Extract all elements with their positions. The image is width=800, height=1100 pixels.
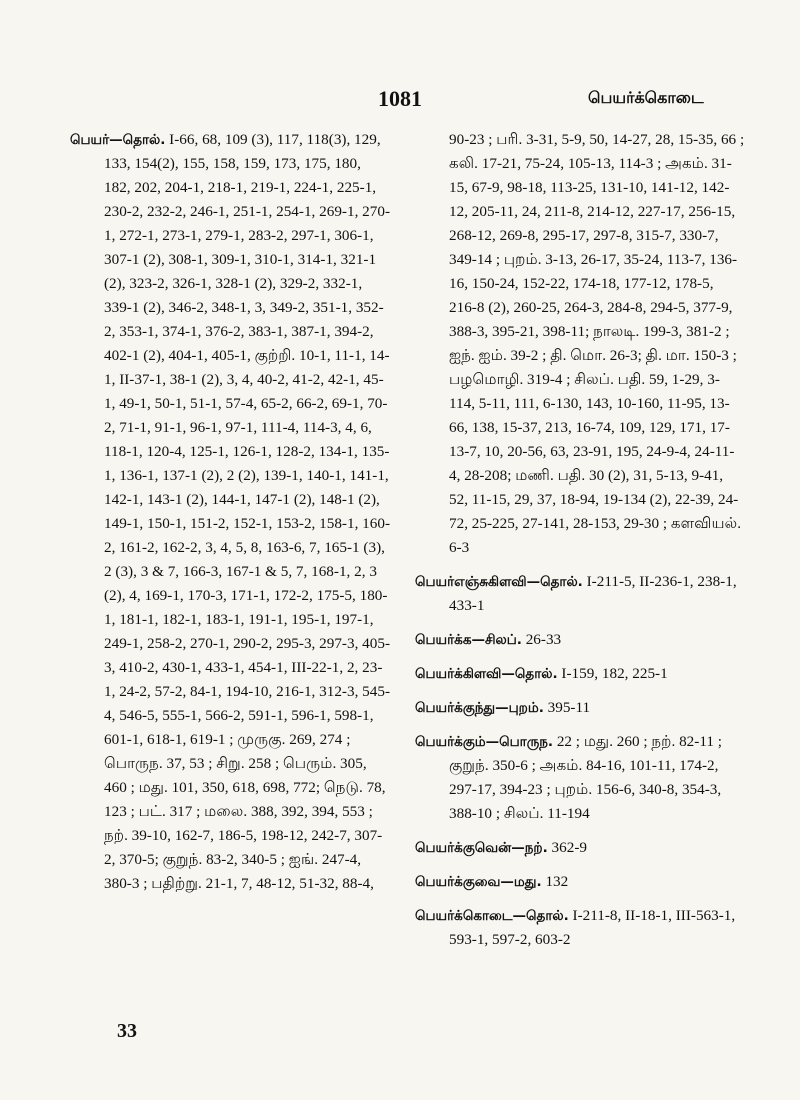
headword: பெயர்க்குந்து—புறம். bbox=[415, 700, 544, 716]
headword: பெயர்க்குவென்—நற். bbox=[415, 840, 548, 856]
references: 132 bbox=[545, 873, 569, 890]
references: 362-9 bbox=[551, 839, 587, 856]
right-column bbox=[415, 128, 745, 962]
index-entry bbox=[415, 836, 745, 860]
index-entry bbox=[415, 570, 745, 618]
entry-continuation: 90-23 ; பரி. 3-31, 5-9, 50, 14-27, 28, 15-35, 66 ; கலி. 17-21, 75-24, 105-13, 114-3 ; அகம். 31-15, 67-9, 98-18, 113-25, 131-10, 141-12, 142-12, 205-11, 24, 211-8, 214-12, 227-17, 256-15, 268-12, 269-8, 295-17, 297-8, 315-7, 330-7, 349-14 ; புறம். 3-13, 26-17, 35-24, 113-7, 136-16, 150-24, 152-22, 174-18, 177-12, 178-5, 216-8 (2), 260-25, 264-3, 284-8, 294-5, 377-9, 388-3, 395-21, 398-11; நாலடி. 199-3, 381-2 ; ஐந். ஐம். 39-2 ; தி. மொ. 26-3; தி. மா. 150-3 ; பழமொழி. 319-4 ; சிலப். பதி. 59, 1-29, 3-114, 5-11, 111, 6-130, 143, 10-160, 11-95, 13-66, 138, 15-37, 213, 16-74, 109, 129, 171, 17-13-7, 10, 20-56, 63, 23-91, 195, 24-9-4, 24-11-4, 28-208; மணி. பதி. 30 (2), 31, 5-13, 9-41, 52, 11-15, 29, 37, 18-94, 19-134 (2), 22-39, 24-72, 25-225, 27-141, 28-153, 29-30 ; களவியல். 6-3 bbox=[449, 131, 745, 556]
references: I-159, 182, 225-1 bbox=[561, 665, 668, 682]
index-entry bbox=[415, 696, 745, 720]
references: I-211-8, II-18-1, III-563-1, 593-1, 597-2, 603-2 bbox=[449, 907, 736, 948]
references: 22 ; மது. 260 ; நற். 82-11 ; குறுந். 350-6 ; அகம். 84-16, 101-11, 174-2, 297-17, 394-23 ; புறம். 156-6, 340-8, 354-3, 388-10 ; சிலப். 11-194 bbox=[449, 733, 722, 822]
references: I-211-5, II-236-1, 238-1, 433-1 bbox=[449, 573, 737, 614]
references: 395-11 bbox=[547, 699, 591, 716]
headword: பெயர்க்கும்—பொருந. bbox=[415, 734, 554, 750]
index-entry bbox=[415, 628, 745, 652]
index-entry bbox=[70, 128, 390, 896]
headword: பெயர்க்குவை—மது. bbox=[415, 874, 542, 890]
running-head: பெயர்க்கொடை bbox=[588, 88, 704, 107]
headword: பெயர்எஞ்சுகிளவி—தொல். bbox=[415, 574, 583, 590]
references: I-66, 68, 109 (3), 117, 118(3), 129, 133, 154(2), 155, 158, 159, 173, 175, 180, 182, 202, 204-1, 218-1, 219-1, 224-1, 225-1, 230-2, 232-2, 246-1, 251-1, 254-1, 269-1, 270-1, 272-1, 273-1, 279-1, 283-2, 297-1, 306-1, 307-1 (2), 308-1, 309-1, 310-1, 314-1, 321-1 (2), 323-2, 326-1, 328-1 (2), 329-2, 332-1, 339-1 (2), 346-2, 348-1, 3, 349-2, 351-1, 352-2, 353-1, 374-1, 376-2, 383-1, 387-1, 394-2, 402-1 (2), 404-1, 405-1, குற்றி. 10-1, 11-1, 14-1, II-37-1, 38-1 (2), 3, 4, 40-2, 41-2, 42-1, 45-1, 49-1, 50-1, 51-1, 57-4, 65-2, 66-2, 69-1, 70-2, 71-1, 91-1, 96-1, 97-1, 111-4, 114-3, 4, 6, 118-1, 120-4, 125-1, 126-1, 128-2, 134-1, 135-1, 136-1, 137-1 (2), 2 (2), 139-1, 140-1, 141-1, 142-1, 143-1 (2), 144-1, 147-1 (2), 148-1 (2), 149-1, 150-1, 151-2, 152-1, 153-2, 158-1, 160-2, 161-2, 162-2, 3, 4, 5, 8, 163-6, 7, 165-1 (3), 2 (3), 3 & 7, 166-3, 167-1 & 5, 7, 168-1, 2, 3 (2), 4, 169-1, 170-3, 171-1, 172-2, 175-5, 180-1, 181-1, 182-1, 183-1, 191-1, 195-1, 197-1, 249-1, 258-2, 270-1, 290-2, 295-3, 297-3, 405-3, 410-2, 430-1, 433-1, 454-1, III-22-1, 2, 23-1, 24-2, 57-2, 84-1, 194-10, 216-1, 312-3, 545-4, 546-5, 555-1, 566-2, 591-1, 596-1, 598-1, 601-1, 618-1, 619-1 ; முருகு. 269, 274 ; பொருந. 37, 53 ; சிறு. 258 ; பெரும். 305, 460 ; மது. 101, 350, 618, 698, 772; நெடு. 78, 123 ; பட். 317 ; மலை. 388, 392, 394, 553 ; நற். 39-10, 162-7, 186-5, 198-12, 242-7, 307-2, 370-5; குறுந். 83-2, 340-5 ; ஐங். 247-4, 380-3 ; பதிற்று. 21-1, 7, 48-12, 51-32, 88-4, bbox=[104, 131, 390, 892]
index-entry bbox=[415, 904, 745, 952]
left-column bbox=[70, 128, 390, 906]
page-header bbox=[0, 86, 800, 116]
headword: பெயர்க்கொடை—தொல். bbox=[415, 908, 569, 924]
index-entry bbox=[415, 662, 745, 686]
page-number: 1081 bbox=[378, 86, 422, 111]
index-entry bbox=[415, 730, 745, 826]
references: 26-33 bbox=[525, 631, 562, 648]
index-entry bbox=[415, 870, 745, 894]
headword: பெயர்—தொல். bbox=[70, 132, 166, 148]
signature-mark: 33 bbox=[117, 1020, 137, 1042]
headword: பெயர்க்கிளவி—தொல். bbox=[415, 666, 558, 682]
headword: பெயர்க்க—சிலப். bbox=[415, 632, 522, 648]
